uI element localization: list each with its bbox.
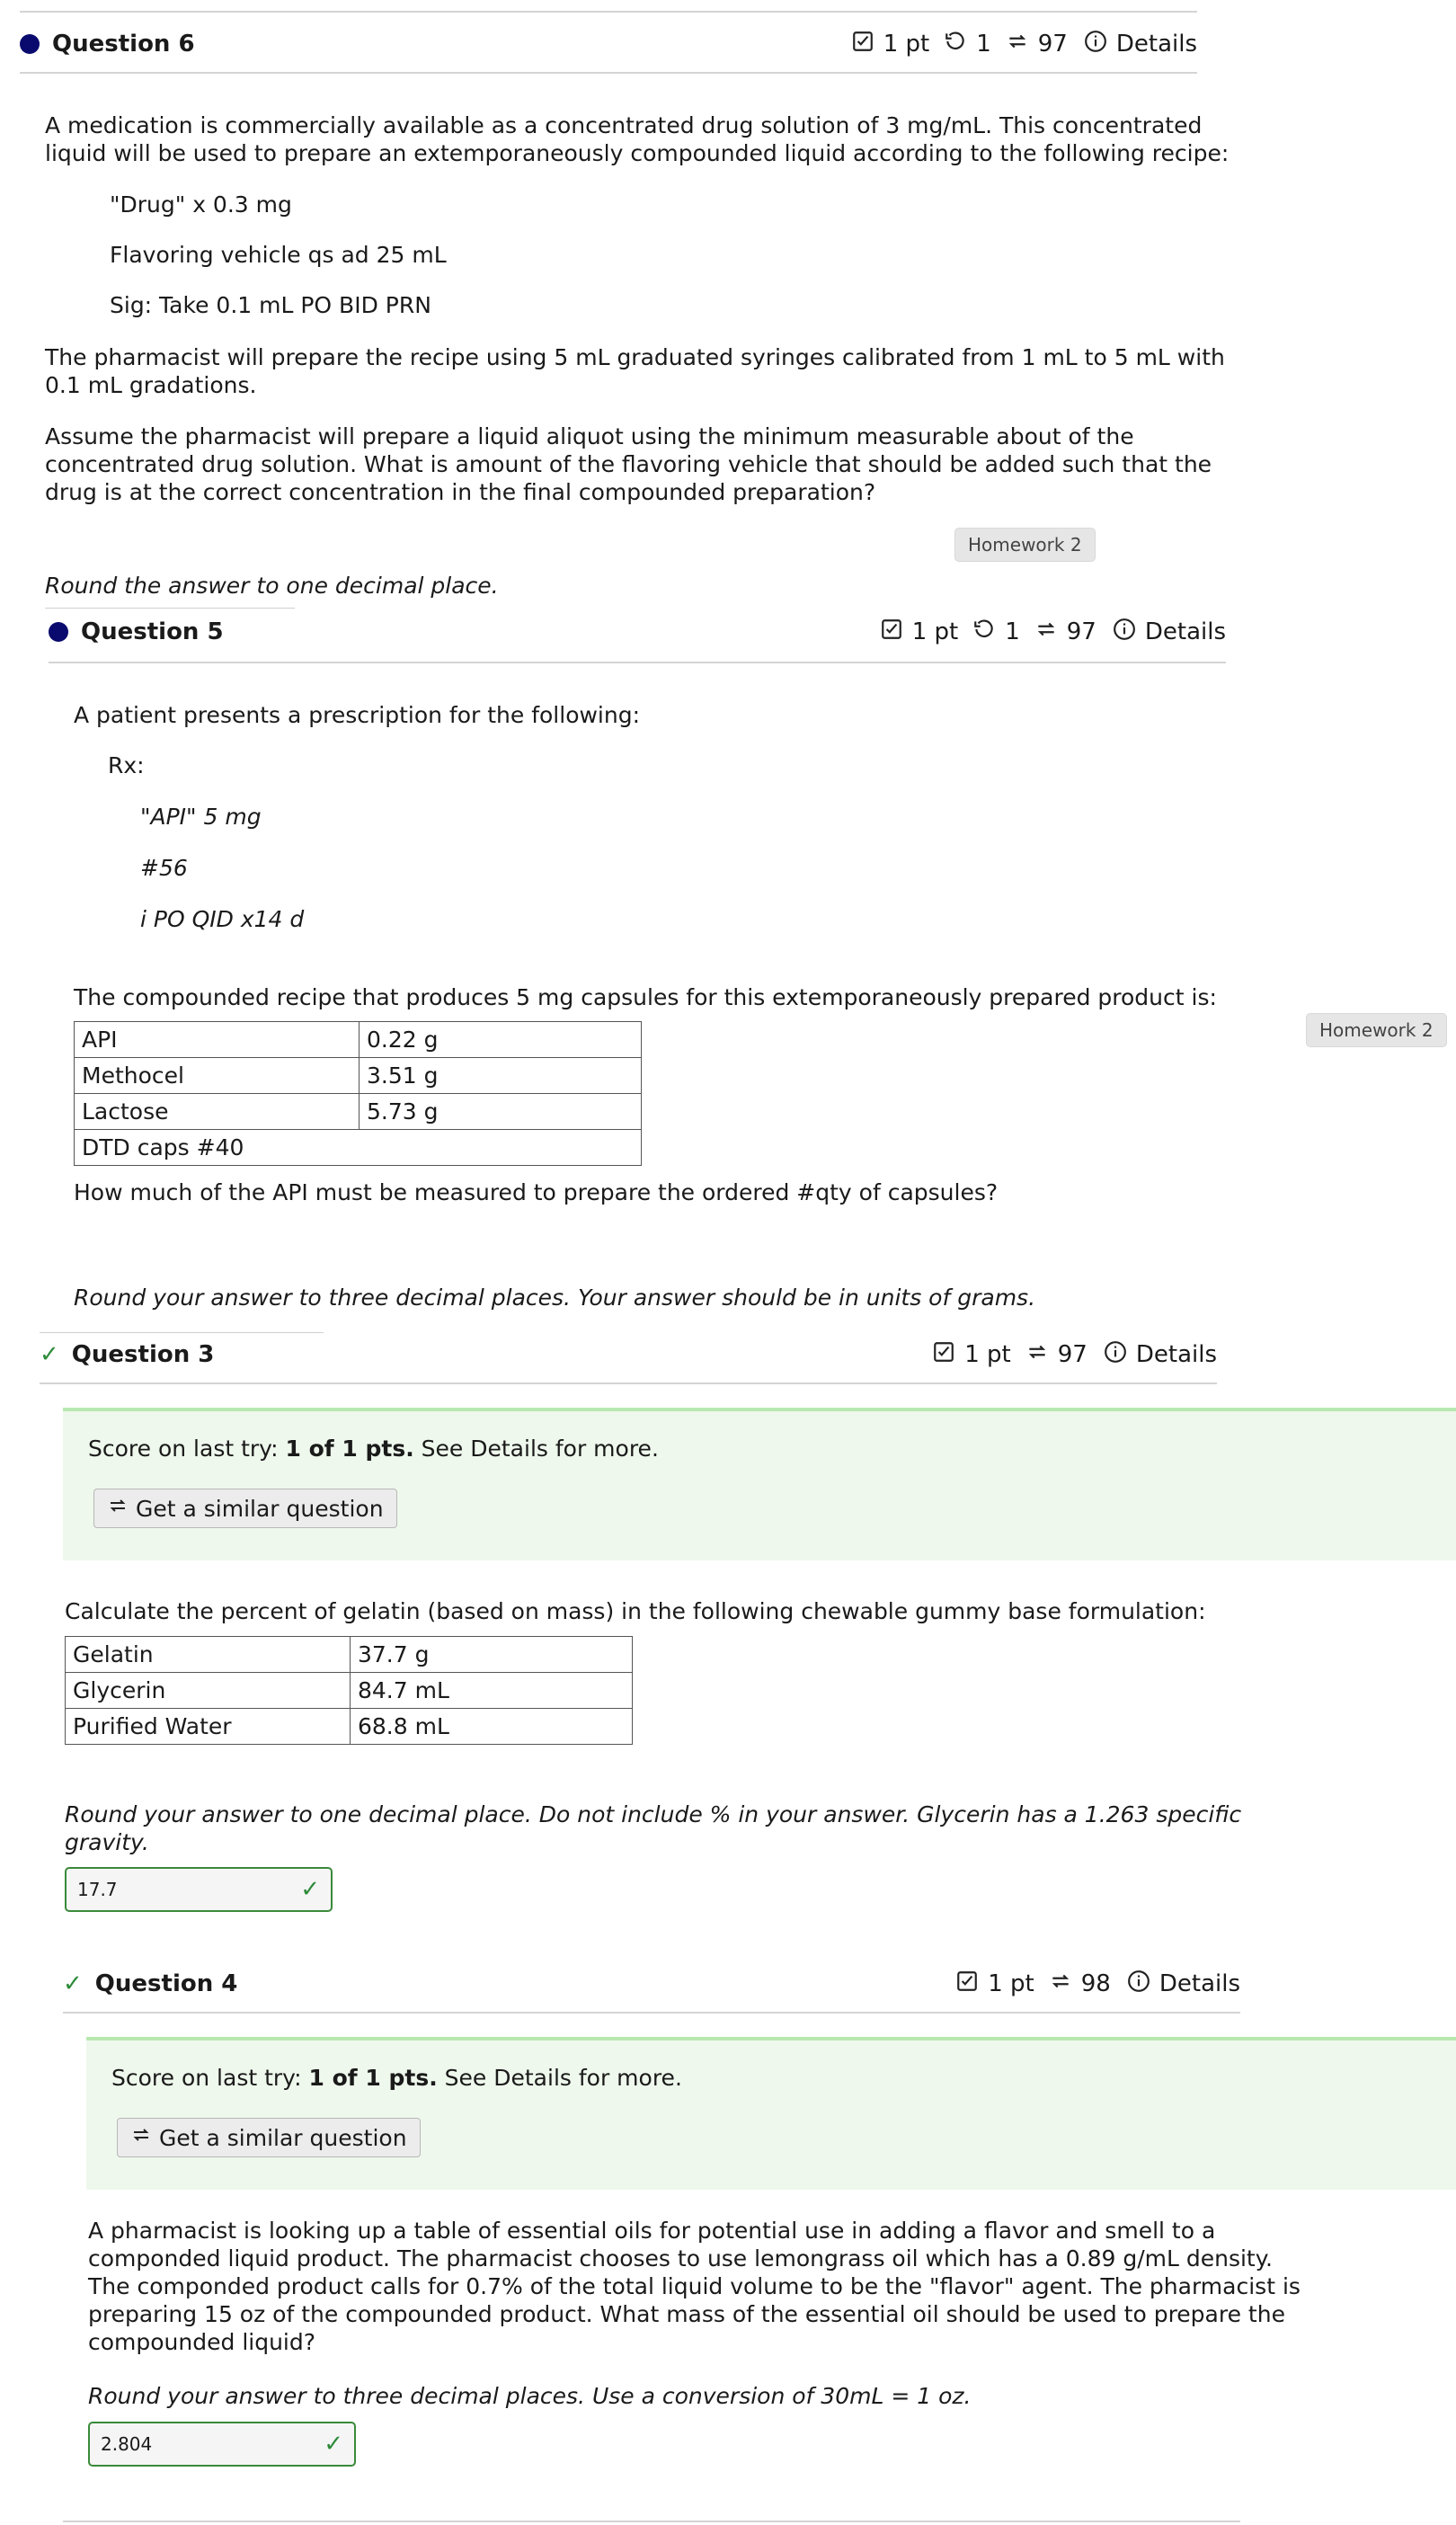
checkmark-icon: ✓ [40,1341,59,1368]
round-instruction: Round your answer to one decimal place. Do not include % in your answer. Glycerin has a 1.263 specific gravity. [65,1801,1242,1855]
divider [63,2521,1240,2522]
points: 1 pt [988,1970,1034,1997]
attempts-count: 97 [1057,1341,1088,1368]
checkbox-icon [955,1969,979,1999]
score-text: Score on last try: 1 of 1 pts. See Details for more. [88,1436,659,1462]
question-6-paragraph: The pharmacist will prepare the recipe using 5 mL graduated syringes calibrated from 1 mL to 5 mL with 0.1 mL gradations. [45,344,1225,398]
status-dot-icon [49,622,68,642]
question-4-header [63,1954,1240,2014]
info-icon[interactable] [1127,1969,1150,1999]
table-row: Glycerin 84.7 mL [66,1673,633,1709]
checkbox-icon [932,1340,955,1370]
question-3-meta [932,1340,1217,1370]
question-5-meta [880,618,1226,647]
points: 1 pt [964,1341,1011,1368]
checkmark-icon: ✓ [63,1970,83,1997]
divider [20,72,1197,74]
checkbox-icon [851,30,874,59]
rx-line: i PO QID x14 d [140,906,305,932]
status-dot-icon [20,34,40,54]
recipe-table [74,1021,642,1166]
homework-tag[interactable]: Homework 2 [1306,1013,1447,1047]
info-icon[interactable] [1084,30,1107,59]
score-panel [86,2037,1456,2190]
table-row: Purified Water 68.8 mL [66,1709,633,1745]
refresh-icon [107,1495,129,1522]
round-instruction: Round your answer to three decimal places. Your answer should be in units of grams. [74,1285,1036,1311]
divider [20,11,1197,13]
details-link[interactable]: Details [1159,1970,1240,1997]
divider [63,2012,1240,2014]
similar-question-button[interactable]: Get a similar question [117,2118,421,2157]
points: 1 pt [883,31,930,58]
table-row: Lactose 5.73 g [75,1094,642,1130]
question-6-intro: A medication is commercially available as a concentrated drug solution of 3 mg/mL. This concentrated liquid will be used to prepare an extemporaneously compounded liquid according to the following recipe: [45,112,1230,166]
question-3-header [40,1325,1217,1384]
rx-line: "API" 5 mg [140,804,262,830]
question-5-header [49,602,1226,662]
refresh-icon [1034,618,1058,647]
refresh-icon [1049,1969,1072,1999]
retries-count: 1 [1005,618,1020,645]
question-4-meta [955,1969,1240,1999]
question-6-meta [851,30,1197,59]
recipe-line: "Drug" x 0.3 mg [110,191,292,218]
table-row: DTD caps #40 [75,1130,642,1166]
score-text: Score on last try: 1 of 1 pts. See Details for more. [111,2065,682,2091]
rx-label: Rx: [108,752,145,778]
info-icon[interactable] [1104,1340,1127,1370]
recipe-intro: The compounded recipe that produces 5 mg capsules for this extemporaneously prepared product is: [74,984,1217,1010]
question-5-title: Question 5 [49,618,224,645]
table-row: API 0.22 g [75,1022,642,1058]
question-3-title: ✓ Question 3 [40,1341,215,1368]
divider [40,1383,1217,1384]
info-icon[interactable] [1113,618,1136,647]
recipe-line: Flavoring vehicle qs ad 25 mL [110,242,447,268]
homework-tag[interactable]: Homework 2 [954,528,1096,562]
refresh-icon [1025,1340,1049,1370]
answer-input[interactable]: 2.804 ✓ [88,2422,356,2467]
question-4-title: ✓ Question 4 [63,1970,238,1997]
checkmark-icon: ✓ [300,1876,320,1903]
question-5-question: How much of the API must be measured to prepare the ordered #qty of capsules? [74,1179,999,1205]
question-3-question: Calculate the percent of gelatin (based on mass) in the following chewable gummy base formulation: [65,1598,1206,1624]
similar-question-button[interactable]: Get a similar question [93,1489,397,1528]
retry-icon [944,30,967,59]
table-row: Gelatin 37.7 g [66,1637,633,1673]
question-6-question: Assume the pharmacist will prepare a liquid aliquot using the minimum measurable about of the concentrated drug solution. What is amount of the flavoring vehicle that should be added such that the drug is at the correct concentration in the final compounded preparation? [45,423,1212,505]
round-instruction: Round the answer to one decimal place. [45,573,499,599]
refresh-icon [130,2124,152,2151]
points: 1 pt [911,618,959,645]
question-6-header [20,14,1197,74]
details-link[interactable]: Details [1135,1341,1217,1368]
question-5-intro: A patient presents a prescription for the following: [74,702,641,728]
refresh-icon [1006,30,1029,59]
details-link[interactable]: Details [1115,31,1197,58]
checkmark-icon: ✓ [324,2431,343,2458]
attempts-count: 97 [1037,31,1068,58]
retry-icon [972,618,996,647]
attempts-count: 97 [1066,618,1096,645]
round-instruction: Round your answer to three decimal places. Use a conversion of 30mL = 1 oz. [88,2383,972,2409]
score-panel [63,1408,1456,1560]
table-row: Methocel 3.51 g [75,1058,642,1094]
formulation-table [65,1636,633,1745]
question-6-title: Question 6 [20,31,195,58]
answer-input[interactable]: 17.7 ✓ [65,1867,333,1912]
retries-count: 1 [976,31,991,58]
rx-line: #56 [140,855,188,881]
recipe-line: Sig: Take 0.1 mL PO BID PRN [110,292,431,318]
question-4-question: A pharmacist is looking up a table of essential oils for potential use in adding a flavor and smell to a componded liquid product. The pharmacist chooses to use lemongrass oil which has a 0.89 g/mL density. The componded product calls for 0.7% of the total liquid volume to be the "flavor" agent. The pharmacist is preparing 15 oz of the compounded product. What mass of the essential oil should be used to prepare the compounded liquid? [88,2218,1301,2355]
details-link[interactable]: Details [1144,618,1226,645]
divider [49,662,1226,663]
checkbox-icon [880,618,903,647]
attempts-count: 98 [1080,1970,1111,1997]
